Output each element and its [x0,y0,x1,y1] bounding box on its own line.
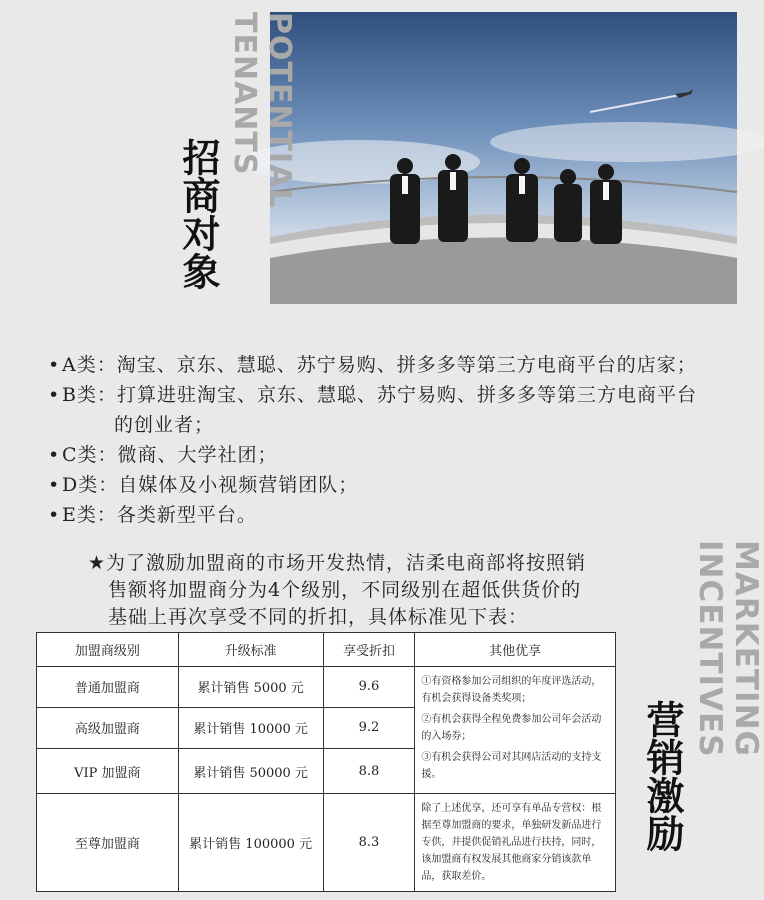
list-item: • D类： 自媒体及小视频营销团队； [48,474,359,496]
star-icon: ★ [88,552,107,574]
list-item: • E类： 各类新型平台。 [48,504,257,526]
section-title-cn: 营销激励 [640,700,684,852]
common-perks-cell: ①有资格参加公司组织的年度评选活动，有机会获得设备类奖项； ②有机会获得全程免费参加公司年会活动的入场券； ③有机会获得公司对其网店活动的支持支援。 [415,667,616,794]
table-row: 普通加盟商 累计销售 5000 元 9.6 ①有资格参加公司组织的年度评选活动，有机会获得设备类奖项； ②有机会获得全程免费参加公司年会活动的入场券； ③有机会获得公司对其网店活动的支持支援。 [37,667,616,708]
column-header: 其他优享 [415,633,616,667]
table-row: 至尊加盟商 累计销售 100000 元 8.3 除了上述优享，还可享有单品专营权：根据至尊加盟商的要求，单独研发新品进行专供，并提供促销礼品进行扶持，同时，该加盟商有权发展其他商家分销该款单品，获取差价。 [37,794,616,892]
list-item: • C类： 微商、大学社团； [48,444,278,466]
table-header-row [37,633,616,667]
column-header: 加盟商级别 [37,633,179,667]
top-tier-perks-cell: 除了上述优享，还可享有单品专营权：根据至尊加盟商的要求，单独研发新品进行专供，并提供促销礼品进行扶持，同时，该加盟商有权发展其他商家分销该款单品，获取差价。 [415,794,616,892]
column-header: 升级标准 [178,633,323,667]
business-team-photo [270,12,737,304]
section-title-en: POTENTIAL TENANTS [227,12,297,209]
hero-image [270,12,737,304]
target-list [48,350,738,530]
table-row: VIP 加盟商 累计销售 50000 元 8.8 [37,749,616,794]
airplane-icon [675,89,693,98]
column-header: 享受折扣 [323,633,415,667]
section-title-en: MARKETING INCENTIVES [692,540,764,758]
franchise-level-table [36,632,616,892]
list-item-continuation: 的创业者； [114,414,215,436]
list-item: • A类： 淘宝、京东、慧聪、苏宁易购、拼多多等第三方电商平台的店家； [48,354,697,376]
table-row: 高级加盟商 累计销售 10000 元 9.2 [37,707,616,749]
incentive-note: ★为了激励加盟商的市场开发热情，洁柔电商部将按照销 售额将加盟商分为4个级别，不同级别在超低供货价的 基础上再次享受不同的折扣，具体标准见下表： [88,552,587,628]
list-item: • B类： 打算进驻淘宝、京东、慧聪、苏宁易购、拼多多等第三方电商平台 [48,384,697,406]
section-title-cn: 招商对象 [176,138,220,290]
